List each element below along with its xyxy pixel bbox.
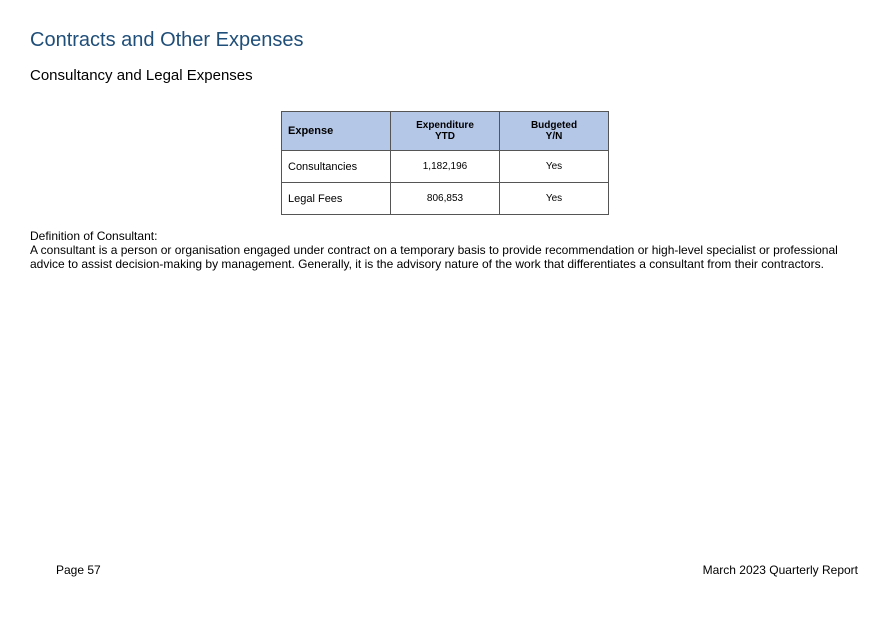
cell-budgeted: Yes bbox=[500, 151, 609, 183]
column-header-expenditure-ytd bbox=[391, 112, 500, 151]
column-header-expenditure-line2: YTD bbox=[435, 131, 455, 142]
column-header-budgeted bbox=[500, 112, 609, 151]
cell-expense: Legal Fees bbox=[282, 183, 391, 215]
expense-table bbox=[281, 111, 609, 215]
cell-expenditure-ytd: 806,853 bbox=[391, 183, 500, 215]
page-title: Contracts and Other Expenses bbox=[30, 29, 304, 51]
column-header-budgeted-line2: Y/N bbox=[545, 131, 563, 142]
cell-budgeted: Yes bbox=[500, 183, 609, 215]
definition-block bbox=[30, 229, 860, 271]
footer-report-name: March 2023 Quarterly Report bbox=[702, 563, 858, 577]
column-header-expense-label: Expense bbox=[288, 124, 334, 137]
column-header-expense bbox=[282, 112, 391, 151]
cell-expense: Consultancies bbox=[282, 151, 391, 183]
section-title: Consultancy and Legal Expenses bbox=[30, 67, 253, 84]
column-header-budgeted-line1: Budgeted bbox=[530, 120, 578, 131]
table-row bbox=[282, 183, 609, 215]
cell-expenditure-ytd: 1,182,196 bbox=[391, 151, 500, 183]
definition-heading: Definition of Consultant: bbox=[30, 229, 158, 243]
table-header-row bbox=[282, 112, 609, 151]
definition-body: A consultant is a person or organisation engaged under contract on a temporary basis to provide recommendation or high-level specialist or professional advice to assist decision-making by management. Generally, it is the advisory nature of the work that differentiates a consultant from their contractors. bbox=[30, 243, 838, 271]
footer-page-number: Page 57 bbox=[56, 563, 101, 577]
table-row bbox=[282, 151, 609, 183]
column-header-expenditure-line1: Expenditure bbox=[416, 120, 474, 131]
